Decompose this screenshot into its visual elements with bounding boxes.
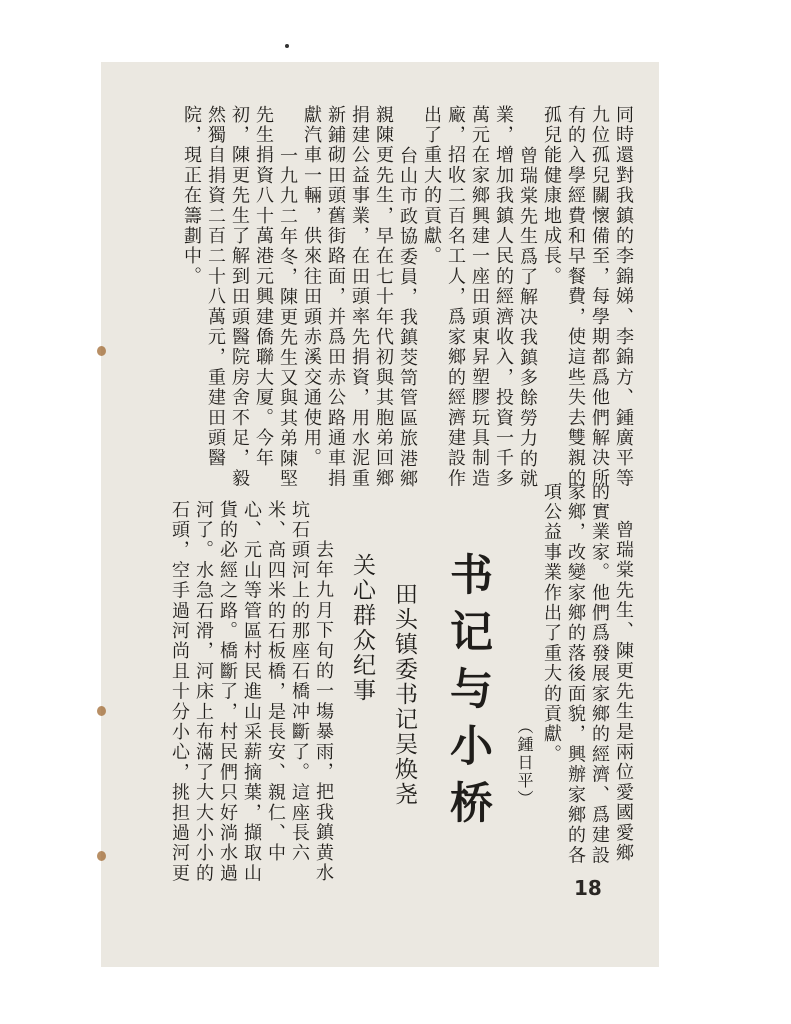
article-title: 书记与小桥 — [443, 552, 493, 837]
closing-column-3: 家鄉，改變家鄉的落後面貌，興辦家鄉的各 — [565, 482, 586, 866]
body-column-4: 心、元山等管區村民進山采薪摘葉，擷取山 — [241, 500, 262, 884]
page-number: 18 — [574, 876, 602, 900]
upper-column-9: 出了重大的貢獻。 — [421, 105, 442, 267]
upper-column-14: 獻汽車一輛，供來往田頭赤溪交通使用。 — [301, 105, 322, 469]
upper-column-10: 台山市政協委員，我鎮茭笥管區旅港鄉 — [397, 146, 418, 490]
upper-column-13: 新鋪砌田頭舊街路面，并爲田赤公路通車捐 — [325, 105, 346, 489]
closing-column-2: 的實業家。他們爲發展家鄉的經濟、爲建設 — [589, 482, 610, 866]
body-column-2: 坑石頭河上的那座石橋冲斷了。這座長六 — [289, 500, 310, 864]
upper-column-1: 同時還對我鎮的李錦娣、李錦方、鍾廣平等 — [613, 105, 634, 489]
body-column-7: 石頭，空手過河尚且十分小心，挑担過河更 — [169, 500, 190, 884]
upper-column-8: 廠，招收二百名工人，爲家鄉的經濟建設作 — [445, 105, 466, 489]
binding-hole-bottom — [97, 851, 106, 861]
upper-column-7: 萬元在家鄉興建一座田頭東昇塑膠玩具制造 — [469, 105, 490, 489]
body-column-5: 貨的必經之路。橋斷了，村民們只好淌水過 — [217, 500, 238, 884]
binding-hole-middle — [97, 706, 106, 716]
upper-column-18: 然獨自捐資二百二十八萬元，重建田頭醫 — [205, 105, 226, 469]
closing-column-4: 項公益事業作出了重大的貢獻。 — [541, 482, 562, 765]
upper-column-11: 親陳更先生，早在七十年代初與其胞弟回鄉 — [373, 105, 394, 489]
upper-column-16: 先生捐資八十萬港元興建僑聯大厦。今年 — [253, 105, 274, 469]
ink-dot — [285, 44, 289, 48]
body-column-3: 米、高四米的石板橋，是長安、親仁、中 — [265, 500, 286, 864]
upper-column-19: 院，現正在籌劃中。 — [181, 105, 202, 287]
body-column-6: 河了。水急石滑，河床上布滿了大大小小的 — [193, 500, 214, 884]
upper-column-3: 有的入學經費和早餐費，使這些失去雙親的 — [565, 105, 586, 489]
subtitle-line-1: 田头镇委书记吴焕尧 — [391, 582, 417, 807]
upper-column-15: 一九九二年冬，陳更先生又與其弟陳堅 — [277, 146, 298, 490]
upper-column-12: 捐建公益事業，在田頭率先捐資，用水泥重 — [349, 105, 370, 489]
upper-column-4: 孤兒能健康地成長。 — [541, 105, 562, 287]
binding-hole-top — [97, 346, 106, 356]
closing-column-1: 曾瑞棠先生、陳更先生是兩位愛國愛鄉 — [613, 520, 634, 864]
byline: （鍾日平） — [515, 718, 534, 808]
upper-column-6: 業，增加我鎮人民的經濟收入，投資一千多 — [493, 105, 514, 489]
upper-column-5: 曾瑞棠先生爲了解决我鎮多餘勞力的就 — [517, 146, 538, 490]
body-column-1: 去年九月下旬的一塲暴雨，把我鎮黄水 — [313, 540, 334, 884]
upper-column-2: 九位孤兒關懷備至，每學期都爲他們解决所 — [589, 105, 610, 489]
subtitle-line-2: 关心群众纪事 — [349, 553, 375, 703]
upper-column-17: 初，陳更先生了解到田頭醫院房舍不足，毅 — [229, 105, 250, 489]
